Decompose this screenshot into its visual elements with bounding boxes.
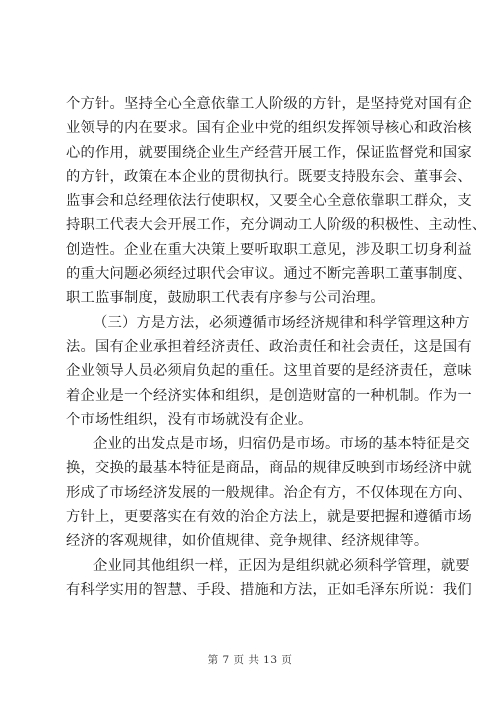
text-line: 形成了市场经济发展的一般规律。治企有方，不仅体现在方向、 (66, 484, 472, 501)
text-line: 的方针，政策在本企业的贯彻执行。既要支持股东会、董事会、 (66, 168, 472, 185)
text-line: 持职工代表大会开展工作，充分调动工人阶级的积极性、主动性、 (66, 217, 487, 234)
text-line: 企业的出发点是市场，归宿仍是市场。市场的基本特征是交 (93, 436, 470, 453)
text-line: 个方针。坚持全心全意依靠工人阶级的方针，是坚持党对国有企 (66, 96, 472, 112)
text-line: 企业领导人员必须肩负起的重任。这里首要的是经济责任，意味 (66, 363, 472, 380)
text-line: 业领导的内在要求。国有企业中党的组织发挥领导核心和政治核 (66, 120, 472, 137)
text-line: 职工监事制度，鼓励职工代表有序参与公司治理。 (66, 290, 385, 307)
text-line: 个市场性组织，没有市场就没有企业。 (66, 411, 313, 428)
text-line: 心的作用，就要围绕企业生产经营开展工作，保证监督党和国家 (66, 144, 472, 161)
text-line: 创造性。企业在重大决策上要听取职工意见，涉及职工切身利益 (66, 241, 472, 258)
text-line: 监事会和总经理依法行使职权，又要全心全意依靠职工群众，支 (66, 193, 472, 210)
page-footer: 第 7 页 共 13 页 (207, 654, 293, 666)
text-line: 的重大问题必须经过职代会审议。通过不断完善职工董事制度、 (66, 266, 472, 283)
text-line: 换，交换的最基本特征是商品，商品的规律反映到市场经济中就 (66, 460, 472, 477)
body-text (66, 92, 487, 602)
text-line: 经济的客观规律，如价值规律、竞争规律、经济规律等。 (66, 533, 429, 550)
text-line: 法。国有企业承担着经济责任、政治责任和社会责任，这是国有 (66, 338, 472, 355)
text-line: 企业同其他组织一样，正因为是组织就必须科学管理，就要 (93, 557, 470, 574)
text-line: 着企业是一个经济实体和组织，是创造财富的一种机制。作为一 (66, 387, 472, 404)
text-line: （三）方是方法，必须遵循市场经济规律和科学管理这种方 (93, 314, 470, 331)
text-line: 有科学实用的智慧、手段、措施和方法，正如毛泽东所说：我们 (66, 581, 472, 598)
text-line: 方针上，更要落实在有效的治企方法上，就是要把握和遵循市场 (66, 509, 472, 526)
